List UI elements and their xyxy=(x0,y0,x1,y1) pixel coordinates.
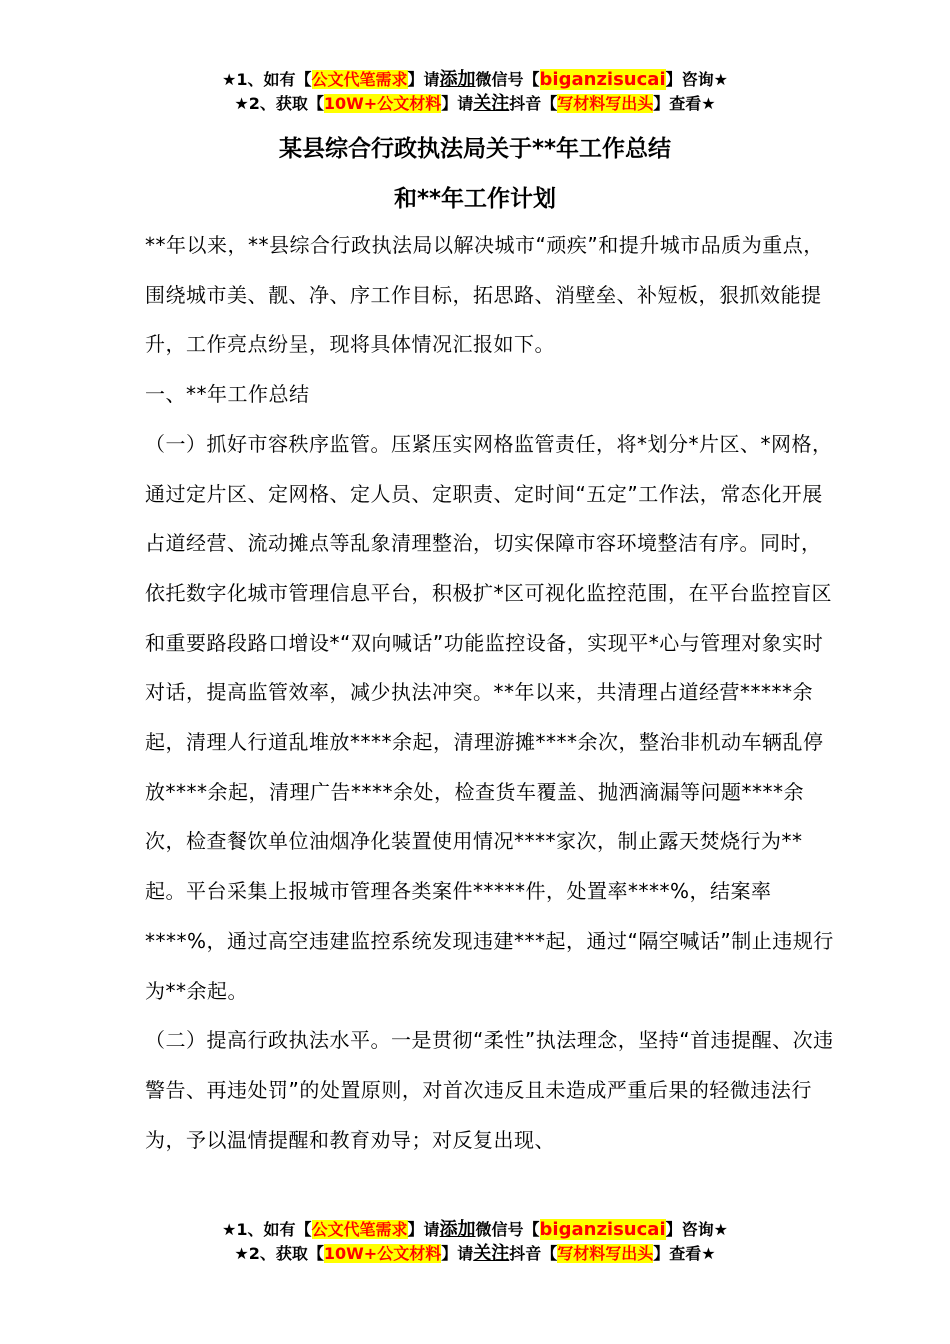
banner-underline: 添加 xyxy=(439,69,476,90)
banner-highlight: 10W+公文材料 xyxy=(323,1244,442,1263)
banner-text: 】咨询★ xyxy=(665,1220,728,1239)
document-title-line-2: 和**年工作计划 xyxy=(393,186,557,212)
document-title-line-1: 某县综合行政执法局关于**年工作总结 xyxy=(278,136,672,162)
banner-text: ★2、获取【 xyxy=(234,1244,324,1263)
banner-text: 抖音【 xyxy=(509,1244,558,1263)
banner-text: 】请 xyxy=(441,94,474,113)
document-body xyxy=(145,221,835,1165)
section-heading: 一、**年工作总结 xyxy=(145,382,310,407)
footer-banner xyxy=(0,1218,950,1266)
banner-underline: 关注 xyxy=(473,1243,510,1264)
banner-text: ★1、如有【 xyxy=(222,70,312,89)
banner-text: 微信号【 xyxy=(475,1220,540,1239)
banner-text: ★1、如有【 xyxy=(222,1220,312,1239)
banner-text: 】请 xyxy=(407,70,440,89)
banner-text: ★2、获取【 xyxy=(234,94,324,113)
intro-paragraph: **年以来，**县综合行政执法局以解决城市“顽疾”和提升城市品质为重点，围绕城市美、靓、净、序工作目标，拓思路、消壁垒、补短板，狠抓效能提升，工作亮点纷呈，现将具体情况汇报如下。 xyxy=(145,233,824,357)
banner-highlight: 写材料写出头 xyxy=(557,1244,654,1263)
banner-highlight: 10W+公文材料 xyxy=(323,94,442,113)
paragraph-market-order: （一）抓好市容秩序监管。压紧压实网格监管责任，将*划分*片区、*网格，通过定片区、定网格、定人员、定职责、定时间“五定”工作法，常态化开展占道经营、流动摊点等乱象清理整治，切实保障市容环境整洁有序。同时，依托数字化城市管理信息平台，积极扩*区可视化监控范围，在平台监控盲区和重要路段路口增设*“双向喊话”功能监控设备，实现平*心与管理对象实时对话，提高监管效率，减少执法冲突。**年以来，共清理占道经营*****余起，清理人行道乱堆放****余起，清理游摊****余次，整治非机动车辆乱停放****余起，清理广告****余处，检查货车覆盖、抛洒滴漏等问题****余次，检查餐饮单位油烟净化装置使用情况****家次，制止露天焚烧行为**起。平台采集上报城市管理各类案件*****件，处置率****%，结案率****%，通过高空违建监控系统发现违建***起，通过“隔空喊话”制止违规行为**余起。 xyxy=(145,431,834,1003)
banner-underline: 添加 xyxy=(439,1219,476,1240)
banner-highlight: 写材料写出头 xyxy=(557,94,654,113)
paragraph-law-enforcement: （二）提高行政执法水平。一是贯彻“柔性”执法理念，坚持“首违提醒、次违警告、再违处罚”的处置原则，对首次违反且未造成严重后果的轻微违法行为，予以温情提醒和教育劝导；对反复出现、 xyxy=(145,1028,834,1152)
banner-line-1 xyxy=(0,1218,950,1242)
banner-underline: 关注 xyxy=(473,93,510,114)
banner-line-1 xyxy=(0,68,950,92)
banner-highlight: 公文代笔需求 xyxy=(311,1220,408,1239)
banner-line-2 xyxy=(0,1242,950,1266)
banner-highlight: 公文代笔需求 xyxy=(311,70,408,89)
banner-wechat-id: biganzisucai xyxy=(539,1219,666,1240)
banner-wechat-id: biganzisucai xyxy=(539,69,666,90)
banner-text: 】请 xyxy=(441,1244,474,1263)
banner-text: 】咨询★ xyxy=(665,70,728,89)
header-banner xyxy=(0,68,950,116)
banner-text: 微信号【 xyxy=(475,70,540,89)
banner-text: 】查看★ xyxy=(653,94,716,113)
banner-text: 抖音【 xyxy=(509,94,558,113)
banner-text: 】请 xyxy=(407,1220,440,1239)
banner-line-2 xyxy=(0,92,950,116)
banner-text: 】查看★ xyxy=(653,1244,716,1263)
